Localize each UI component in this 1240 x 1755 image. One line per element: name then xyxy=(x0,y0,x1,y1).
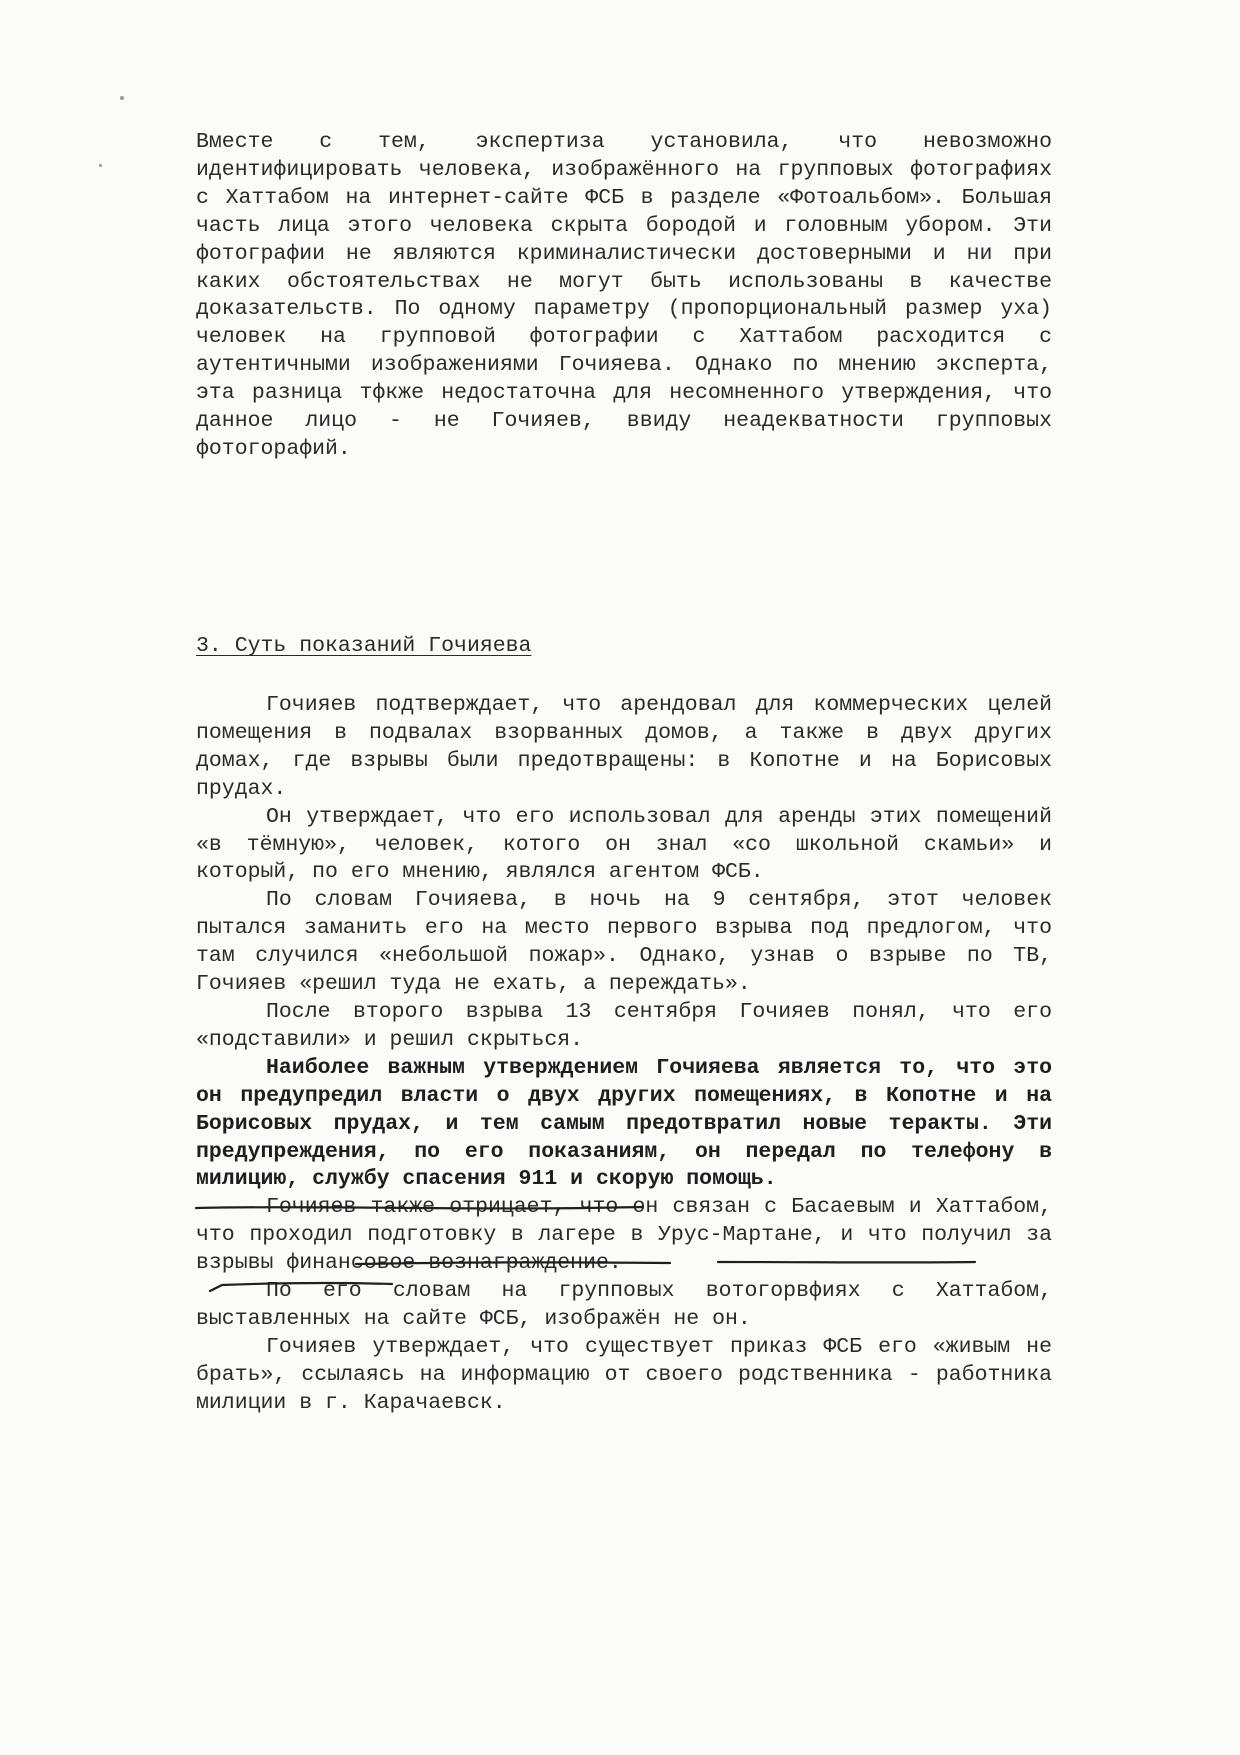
paragraph-rented-premises: Гочияев подтверждает, что арендовал для коммерческих целей помещения в подвалах взорванных домов, а также в двух других домах, где взрывы были предотвращены: в Копотне и на Борисовых прудах. xyxy=(196,693,1052,801)
paragraph-september-9: По словам Гочияева, в ночь на 9 сентября, этот человек пытался заманить его на место первого взрыва под предлогом, что там случился «небольшой пожар». Однако, узнав о взрыве по ТВ, Гочияев «решил туда не ехать, а переждать». xyxy=(196,888,1052,997)
paragraph-fsb-agent: Он утверждает, что его использовал для аренды этих помещений «в тёмную», человек, котого он знал «со школьной скамьи» и который, по его мнению, являлся агентом ФСБ. xyxy=(196,804,1052,885)
paragraph-warnings: Наиболее важным утверждением Гочияева является то, что это он предупредил власти о двух других помещениях, в Копотне и на Борисовых прудах, и тем самым предотвратил новые теракты. Эти предупреждения, по его показаниям, он передал по телефону в милицию, службу спасения 911 и скорую помощь. xyxy=(196,1055,1052,1192)
top-text-block xyxy=(196,129,1052,464)
paragraph-september-13: После второго взрыва 13 сентября Гочияев понял, что его «подставили» и решил скрыться. xyxy=(196,999,1052,1052)
paragraph-fsb-order: Гочияев утверждает, что существует приказ ФСБ его «живым не брать», ссылаясь на информацию от своего родственника - работника милиции в г. Карачаевск. xyxy=(196,1334,1052,1415)
paragraph-denies-links: Гочияев также отрицает, что он связан с Басаевым и Хаттабом, что проходил подготовку в лагере в Урус-Мартане, и что получил за взрывы финансовое вознаграждение. xyxy=(196,1195,1052,1276)
paragraph-expertise: Вместе с тем, экспертиза установила, что невозможно идентифицировать человека, изображённого на групповых фотографиях с Хаттабом на интернет-сайте ФСБ в разделе «Фотоальбом». Большая часть лица этого человека скрыта бородой и головным убором. Эти фотографии не являются криминалистически достоверными и ни при каких обстоятельствах не могут быть использованы в качестве доказательств. По одному параметру (пропорциональный размер уха) человек на групповой фотографии с Хаттабом расходится с аутентичными изображениями Гочияева. Однако по мнению эксперта, эта разница тфкже недостаточна для несомненного утверждения, что данное лицо - не Гочияев, ввиду неадекватности групповых фотогорафий. xyxy=(196,130,1052,461)
paragraph-group-photos: По его словам на групповых вотогорвфиях с Хаттабом, выставленных на сайте ФСБ, изображён не он. xyxy=(196,1279,1052,1331)
testimony-text-block xyxy=(196,692,1052,1418)
scan-speck xyxy=(99,164,102,167)
scan-speck xyxy=(120,96,124,100)
section-heading: 3. Суть показаний Гочияева xyxy=(196,634,532,658)
